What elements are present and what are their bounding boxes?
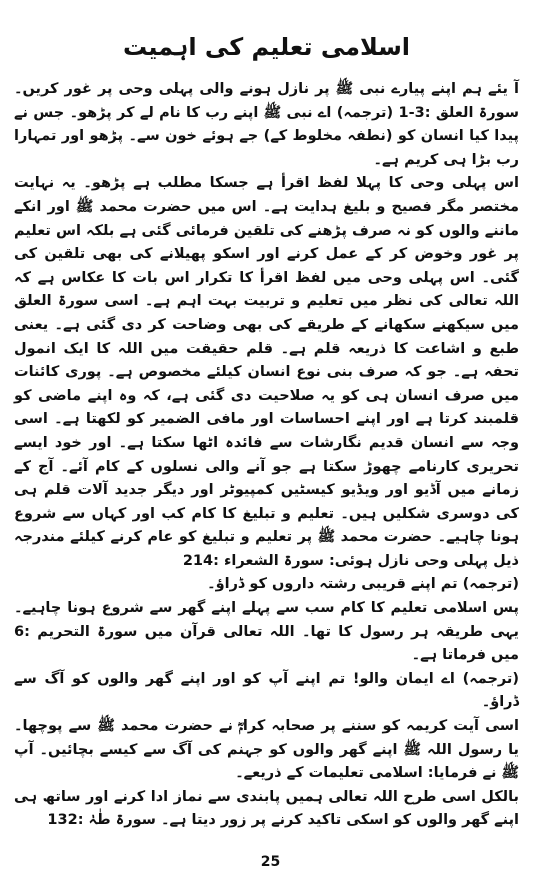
document-body (14, 78, 519, 833)
page-number: 25 (260, 854, 281, 870)
page-title: اسلامی تعلیم کی اہمیت (122, 33, 411, 61)
paragraph-companions-question: اسی آیت کریمہ کو سننے پر صحابہ کرامؓ نے حضرت محمد ﷺ سے پوچھا۔ یا رسول اللہ ﷺ اپنے گھر والوں کو جہنم کی آگ سے کیسے بچائیں۔ آپ ﷺ نے فرمایا: اسلامی تعلیمات کے ذریعے۔ (14, 718, 519, 782)
paragraph-home-education: پس اسلامی تعلیم کا کام سب سے پہلے اپنے گھر سے شروع ہونا چاہیے۔ یہی طریقہ ہر رسول کا تھا۔ اللہ تعالی قرآن میں سورۃ التحریم :6 میں فرماتا ہے۔ (14, 600, 519, 664)
paragraph-intro-verse: آ یئے ہم اپنے پیارے نبی ﷺ پر نازل ہونے والی پہلی وحی پر غور کریں۔ سورۃ العلق :3-1 (ترجمہ) اے نبی ﷺ اپنے رب کا نام لے کر پڑھو۔ جس نے پیدا کیا انسان کو (نطفہ مخلوط کے) جے ہوئے خون سے۔ پڑھو اور تمہارا رب بڑا ہی کریم ہے۔ (14, 81, 519, 168)
paragraph-translation-relatives: (ترجمہ) تم اپنے قریبی رشتہ داروں کو ڈراؤ۔ (207, 576, 519, 593)
paragraph-translation-believers: (ترجمہ) اے ایمان والو! تم اپنے آپ کو اور اپنے گھر والوں کو آگ سے ڈراؤ۔ (14, 670, 519, 711)
paragraph-iqra-explanation: اس پہلی وحی کا پہلا لفظ اقرأ ہے جسکا مطلب ہے پڑھو۔ یہ نہایت مختصر مگر فصیح و بلیغ ہدایت ہے۔ اس میں حضرت محمد ﷺ اور انکے ماننے والوں کو نہ صرف پڑھنے کی تلقین فرمائی گئی ہے بلکہ اس تعلیم پر غور وخوض کر کے عمل کرنے اور اسکو پھیلانے کی بھی تلقین کی گئی۔ اس پہلی وحی میں لفظ اقرأ کا تکرار اس بات کا عکاس ہے کہ اللہ تعالی کی نظر میں تعلیم و تربیت بہت اہم ہے۔ اسی سورۃ العلق میں سیکھنے سکھانے کے طریقے کی بھی وضاحت کر دی گئی ہے۔ یعنی طبع و اشاعت کا ذریعہ قلم ہے۔ قلم حقیقت میں اللہ کا ایک انمول تحفہ ہے۔ جو کہ صرف بنی نوع انسان کیلئے مخصوص ہے۔ پوری کائنات میں صرف انسان ہی کو یہ صلاحیت دی گئی ہے، کہ وہ اپنے ماضی کو قلمبند کرتا ہے اور اپنے احساسات اور مافی الضمیر کو لکھتا ہے۔ اسی وجہ سے انسان قدیم نگارشات سے فائدہ اٹھا سکتا ہے۔ اور خود ایسے تحریری کارنامے چھوڑ سکتا ہے جو آنے والی نسلوں کے کام آئے۔ آج کے زمانے میں آڈیو اور ویڈیو کیسٹیں کمپیوٹر اور دیگر جدید آلات قلم ہی کی دوسری شکلیں ہیں۔ تعلیم و تبلیغ کا کام کب اور کہاں سے شروع ہونا چاہیے۔ حضرت محمد ﷺ پر تعلیم و تبلیغ کو عام کرنے کیلئے مندرجہ ذیل پہلی وحی نازل ہوئی: سورۃ الشعراء :214 (14, 175, 519, 569)
paragraph-prayer-instruction: بالکل اسی طرح اللہ تعالی ہمیں پابندی سے نماز ادا کرنے اور ساتھ ہی اپنے گھر والوں کو اسکی تاکید کرنے پر زور دیتا ہے۔ سورۃ طٰہٰ :132 (14, 788, 519, 829)
